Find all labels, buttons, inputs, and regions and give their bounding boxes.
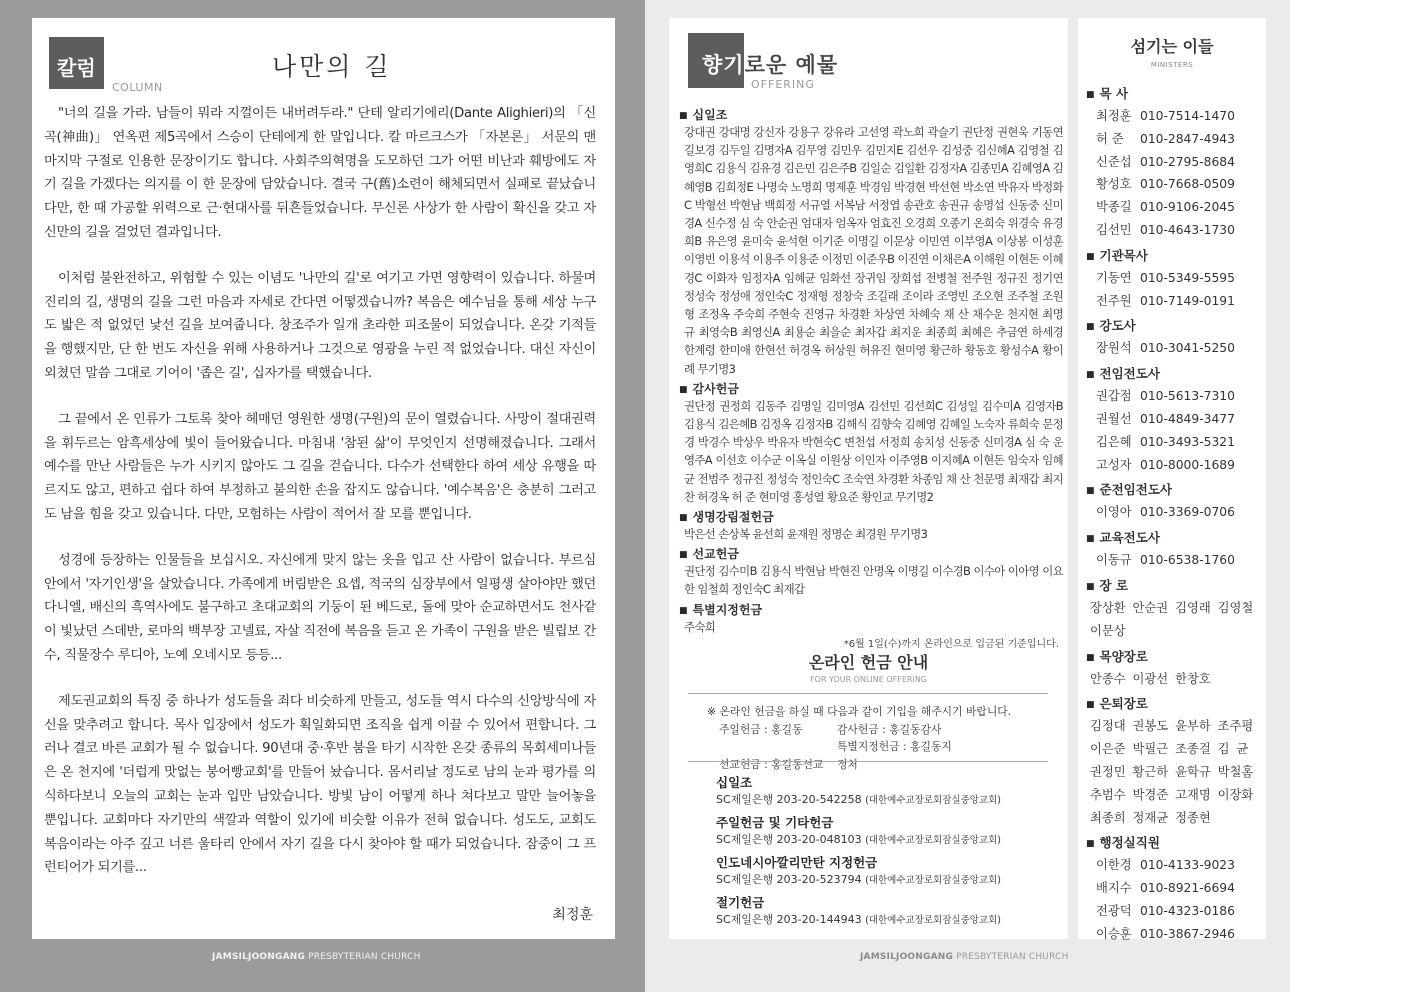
minister-name: 허 준 [1096, 131, 1124, 146]
minister-name: 이승훈 [1096, 926, 1132, 941]
minister-name: 권월선 [1096, 411, 1132, 426]
guide-intro: ※ 온라인 헌금을 하실 때 다음과 같이 기입을 해주시기 바랍니다. [707, 705, 1012, 718]
ministers-section-heading: ■ 기관목사 [1086, 246, 1264, 267]
column-panel [32, 18, 615, 939]
minister-name: 김은혜 [1096, 434, 1132, 449]
column-paragraph: 그 끝에서 온 인류가 그토록 찾아 헤매던 영원한 생명(구원)의 문이 열렸습니다. 사망이 절대권력을 휘두르는 암흑세상에 빛이 들어왔습니다. 마침내 '참된 삶'이 무엇인지 선명해졌습니다. 그래서 예수를 만난 사람들은 누가 시키지 않아도 그 길을 걷습니다. 다수가 선택한다 하여 세상 유행을 따르지도 않고, 편하고 쉽다 하여 부정하고 불의한 손을 잡지도 않습니다. '예수복음'은 충분히 그러고도 남을 힘을 갖고 있습니다. 다만, 모험하는 사람이 적어서 잘 모를 뿐입니다. [44, 411, 596, 522]
minister-name: 신준섭 [1096, 154, 1132, 169]
minister-name: 고성자 [1096, 457, 1132, 472]
offering-group-heading: ■ 생명강림절헌금 [679, 508, 1063, 525]
column-body [44, 102, 596, 902]
ministers-section-heading: ■ 준전임전도사 [1086, 480, 1264, 501]
account-list [716, 769, 1001, 929]
minister-name: 이동규 [1096, 553, 1132, 568]
offering-group-names: 강대권 강대명 강신자 강용구 강유라 고선영 곽노희 곽슬기 권단정 권현욱 기동연 길보경 김두일 김명자A 김무영 김민우 김민지E 김선우 김성중 김신혜A 김영철 김영희C 김용식 김유경 김은민 김은주B 김일순 김일환 김정자A 김종민A 김혜영A 김혜영B 김희정E 나명숙 노명희 명제훈 박경임 박경현 박선현 박소연 박유자 박정화C 박형선 박현남 백희정 서규열 서복남 서정엽 송관호 송권규 송명섭 신동중 신미경A 신수정 심 숙 안순권 엄대자 엄옥자 엄효진 오경희 오종기 온희숙 위경숙 유경희B 유은영 윤미숙 윤석현 이기준 이명길 이문상 이민연 이부영A 이상봉 이성훈 이영빈 이용석 이용주 이용준 이정민 이준우B 이진연 이채은A 이해원 이현돈 이혜경C 이화자 임정자A 임혜균 임화선 장귀임 장희섭 전병철 전주원 정규진 정기연 정성숙 정성애 정인숙C 정재형 정창숙 조길래 조이라 조영빈 조오현 조주철 조원형 조정옥 주숙희 주현숙 진영규 차경환 차상연 차혜숙 채 산 채수운 천지현 최명규 최영숙B 최영신A 최용순 최을순 최자갑 최지운 최종희 최혜은 추금연 하세경 한계령 한미애 한현선 허경옥 허상원 허유진 현미영 황근하 황동호 황성수A 황이례 무기명3 [684, 125, 1063, 376]
minister-phone: 010-8000-1689 [1140, 457, 1235, 472]
minister-row [1086, 454, 1264, 477]
ministers-section-heading: ■ 목양장로 [1086, 647, 1264, 668]
minister-row [1086, 173, 1264, 196]
minister-phone: 010-2795-8684 [1140, 154, 1235, 169]
minister-name: 장원석 [1096, 341, 1132, 356]
minister-name: 기동연 [1096, 270, 1132, 285]
online-offering-title: 온라인 헌금 안내 [808, 653, 929, 672]
minister-row [1086, 854, 1264, 877]
minister-phone: 010-7149-0191 [1140, 293, 1235, 308]
column-tag-sub: COLUMN [112, 81, 163, 94]
account-number: SC제일은행 203-20-144943 (대한예수교장로회잠실중앙교회) [716, 913, 1001, 926]
minister-name: 이영아 [1096, 505, 1132, 520]
ministers-section-heading: ■ 강도사 [1086, 316, 1264, 337]
minister-row [1086, 923, 1264, 946]
minister-phone: 010-5613-7310 [1140, 389, 1235, 404]
account-label: 절기헌금 [716, 895, 765, 910]
minister-row [1086, 151, 1264, 174]
minister-phone: 010-3867-2946 [1140, 926, 1235, 941]
offering-group-heading: ■ 특별지정헌금 [679, 601, 1063, 618]
offering-group-names: 주숙희 [684, 619, 716, 634]
minister-name: 권갑점 [1096, 389, 1132, 404]
offering-note: *6월 1일(수)까지 온라인으로 입금된 기준입니다. [843, 639, 1059, 650]
offering-list [679, 104, 1063, 636]
minister-phone: 010-3493-5321 [1140, 434, 1235, 449]
offering-group-names: 박은선 손상복 윤선희 윤재원 정명순 최경원 무기명3 [684, 527, 928, 542]
account-label: 주일헌금 및 기타헌금 [716, 815, 834, 830]
offering-group-heading: ■ 감사헌금 [679, 380, 1063, 397]
account-label: 십일조 [716, 775, 753, 790]
column-title: 나만의 길 [272, 52, 392, 81]
minister-row [1086, 128, 1264, 151]
minister-name: 박종길 [1096, 200, 1132, 215]
offering-panel [669, 18, 1068, 939]
column-paragraph: 제도권교회의 특징 중 하나가 성도들을 죄다 비슷하게 만들고, 성도들 역시 다수의 신앙방식에 자신을 맞추려고 합니다. 목사 입장에서 성도가 획일화되면 조직을 쉽게 이끌 수 있어서 편합니다. 그러나 결코 바른 교회가 될 수 없습니다. 90년대 중·후반 붐을 타기 시작한 온갖 종류의 목회세미나들은 온 천지에 '더럽게 맛없는 붕어빵교회'를 만들어 놨습니다. 몸서리날 정도로 남의 눈과 평가를 의식하다보니 오늘의 교회는 눈과 입만 남았습니다. 방빛 남이 어떻게 하나 쳐다보고 말만 늘어놓을 뿐입니다. 교회마다 자기만의 색깔과 역할이 있기에 비슷할 이유가 전혀 없습니다. 성도도, 교회도 복음이라는 아주 깊고 너른 울타리 안에서 자기 길을 다시 찾아야 할 때가 되었습니다. 잠중이 그 프런티어가 되기를... [44, 693, 596, 876]
account-number: SC제일은행 203-20-048103 (대한예수교장로회잠실중앙교회) [716, 833, 1001, 846]
minister-name: 배지수 [1096, 881, 1132, 896]
minister-row [1086, 290, 1264, 313]
offering-title: 향기로운 예물 [702, 53, 839, 77]
minister-row [1086, 105, 1264, 128]
minister-row [1086, 501, 1264, 524]
offering-group-heading: ■ 선교헌금 [679, 545, 1063, 562]
ministers-title: 섬기는 이들 [1130, 37, 1214, 56]
minister-row [1086, 219, 1264, 242]
offering-sub: OFFERING [751, 78, 815, 91]
footer-right: JAMSILJOONGANG PRESBYTERIAN CHURCH [860, 952, 1069, 962]
guide-row: 선교헌금 : 홍길동선교특별지정헌금 : 홍길동지정처 [719, 740, 952, 771]
account-number: SC제일은행 203-20-523794 (대한예수교장로회잠실중앙교회) [716, 873, 1001, 886]
ministers-list [1086, 80, 1264, 946]
footer-left: JAMSILJOONGANG PRESBYTERIAN CHURCH [212, 952, 421, 962]
ministers-section-heading: ■ 교육전도사 [1086, 528, 1264, 549]
minister-name: 김선민 [1096, 222, 1132, 237]
minister-name: 전광덕 [1096, 903, 1132, 918]
column-author: 최정훈 [552, 907, 593, 923]
minister-row [1086, 877, 1264, 900]
minister-row [1086, 408, 1264, 431]
minister-names: 장상환 안순권 김영래 김영철 이문상 [1090, 600, 1254, 638]
minister-phone: 010-2847-4943 [1140, 131, 1235, 146]
ministers-section-heading: ■ 장 로 [1086, 576, 1264, 597]
minister-name: 황성호 [1096, 177, 1132, 192]
minister-names: 안종수 이광선 한창호 [1090, 671, 1211, 686]
ministers-sub: MINISTERS [1150, 61, 1194, 69]
account-label: 인도네시아깔리만탄 지정헌금 [716, 855, 878, 870]
ministers-section-heading: ■ 은퇴장로 [1086, 694, 1264, 715]
account-number: SC제일은행 203-20-542258 (대한예수교장로회잠실중앙교회) [716, 793, 1001, 806]
divider [688, 693, 1048, 694]
online-offering-sub: FOR YOUR ONLINE OFFERING [809, 675, 928, 684]
offering-group-names: 권단정 권정희 김동주 김명일 김미영A 김선민 김선희C 김성일 김수미A 김영자B 김용식 김은혜B 김정옥 김정자B 김해식 김향숙 김혜영 김혜일 노숙자 류희숙 문정경 박경수 박상우 박유자 박현숙C 변천섭 서정희 송치성 신동중 신미경A 심 숙 운영주A 이선호 이수군 이옥실 이원상 이인자 이주영B 이지혜A 이현돈 임숙자 임혜균 전범주 정규진 정성숙 정인숙C 조숙연 차경환 차종임 채 산 천문명 최재갑 최지찬 허경옥 허 준 현미영 홍성열 황요준 황인교 무기명2 [684, 398, 1063, 504]
column-tag: 칼럼 [49, 37, 104, 89]
column-paragraph: 성경에 등장하는 인물들을 보십시오. 자신에게 맞지 않는 옷을 입고 산 사람이 없습니다. 부르심 안에서 '자기인생'을 살았습니다. 가족에게 버림받은 요셉, 적국의 심장부에서 일평생 살아야만 했던 다니엘, 배신의 흑역사에도 불구하고 초대교회의 기둥이 된 베드로, 돌에 맞아 순교하면서도 천사같이 빛났던 스데반, 로마의 백부장 고넬료, 자살 직전에 복음을 듣고 온 가족이 구원을 받은 빌립보 간수, 직물장수 루디아, 노예 오네시모 등등... [44, 552, 596, 663]
divider [688, 761, 1048, 762]
minister-phone: 010-8921-6694 [1140, 881, 1235, 896]
minister-row [1086, 196, 1264, 219]
offering-group-heading: ■ 십일조 [679, 106, 1063, 123]
minister-phone: 010-4323-0186 [1140, 903, 1235, 918]
column-paragraph: "너의 길을 가라. 남들이 뭐라 지껄이든 내버려두라." 단테 알리기에리(Dante Alighieri)의 「신곡(神曲)」 연옥편 제5곡에서 스승이 단테에게 한 말입니다. 칼 마르크스가 「자본론」 서문의 맨 마지막 구절로 인용한 문장이기도 합니다. 사회주의혁명을 도모하던 그가 어떤 비난과 훼방에도 자기 길을 가겠다는 의지를 이 한 문장에 담았습니다. 결국 구(舊)소련이 해체되면서 실패로 끝났습니다만, 한 때 가공할 위력으로 근·현대사를 뒤흔들었습니다. 무신론 사상가 한 사람이 확신을 갖고 자신만의 길을 걸었던 결과입니다. [44, 106, 596, 240]
column-paragraph: 이처럼 불완전하고, 위험할 수 있는 이념도 '나만의 길'로 여기고 가면 영향력이 있습니다. 하물며 진리의 길, 생명의 길을 그런 마음과 자세로 간다면 어떻겠습니까? 복음은 예수님을 통해 세상 누구도 밟은 적 없었던 낯선 길을 보여줍니다. 창조주가 일개 초라한 피조물이 되었습니다. 온갖 기적들을 행했지만, 단 한 번도 자신을 위해 사용하거나 그것으로 영광을 누린 적 없었습니다. 대신 자신이 외쳤던 말씀 그대로 기어이 '좁은 길', 십자가를 택했습니다. [44, 270, 596, 381]
minister-row [1086, 385, 1264, 408]
online-guide [707, 703, 1011, 773]
minister-phone: 010-5349-5595 [1140, 270, 1235, 285]
minister-phone: 010-7514-1470 [1140, 109, 1235, 123]
minister-names: 김정대 권봉도 윤부하 조주평 이은준 박필근 조종걸 김 균 권정민 황근하 윤학규 박철홈 추범수 박경준 고재명 이장화 최종희 정재균 정종현 [1090, 719, 1254, 825]
minister-row [1086, 549, 1264, 572]
minister-row [1086, 431, 1264, 454]
minister-phone: 010-4849-3477 [1140, 411, 1235, 426]
minister-phone: 010-6538-1760 [1140, 553, 1235, 568]
minister-name: 이한경 [1096, 858, 1132, 873]
ministers-section-heading: ■ 전임전도사 [1086, 364, 1264, 385]
ministers-section-heading: ■ 목 사 [1086, 84, 1264, 105]
outer-margin [1290, 0, 1403, 992]
offering-group-names: 권단정 김수미B 김용식 박현남 박현진 안명옥 이명길 이수경B 이수아 이아영 이요한 임철희 정인숙C 최재갑 [684, 564, 1063, 597]
minister-phone: 010-7668-0509 [1140, 177, 1235, 192]
minister-phone: 010-9106-2045 [1140, 200, 1235, 215]
minister-phone: 010-3369-0706 [1140, 505, 1235, 520]
minister-row [1086, 900, 1264, 923]
minister-row [1086, 267, 1264, 290]
ministers-section-heading: ■ 행정실직원 [1086, 833, 1264, 854]
minister-name: 전주원 [1096, 293, 1132, 308]
minister-name: 최정훈 [1096, 109, 1132, 123]
ministers-panel [1078, 18, 1266, 939]
minister-phone: 010-3041-5250 [1140, 341, 1235, 356]
guide-row: 주일헌금 : 홍길동 감사헌금 : 홍길동감사 [719, 722, 942, 736]
minister-phone: 010-4133-9023 [1140, 858, 1235, 873]
minister-phone: 010-4643-1730 [1140, 222, 1235, 237]
minister-row [1086, 337, 1264, 360]
